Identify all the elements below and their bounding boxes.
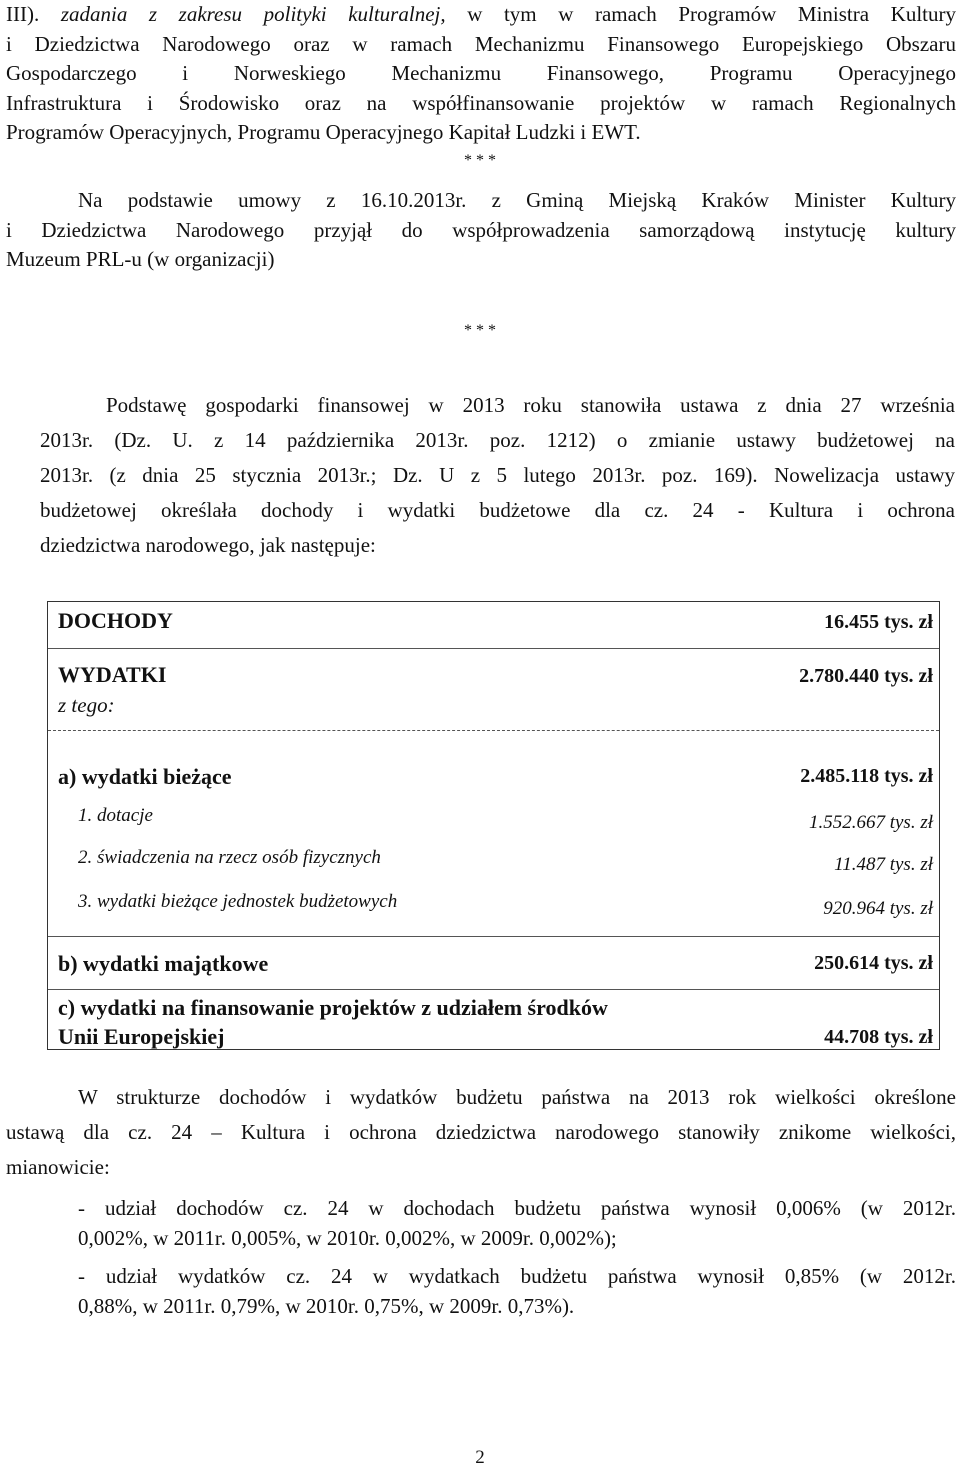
agreement-paragraph — [6, 186, 956, 275]
eu-expenses-value: 44.708 tys. zł — [824, 1026, 933, 1048]
eu-expenses-label-2: Unii Europejskiej — [58, 1024, 225, 1049]
expenses-label: WYDATKI — [58, 662, 167, 687]
basis-line-1: Podstawę gospodarki finansowej w 2013 roku stanowiła ustawa z dnia 27 września — [106, 393, 955, 417]
item-dotacje-label: 1. dotacje — [78, 805, 153, 826]
row-divider — [48, 648, 939, 649]
bullet-2-line-1: - udział wydatków cz. 24 w wydatkach budżetu państwa wynosił 0,85% (w 2012r. — [78, 1264, 956, 1288]
capital-expenses-value: 250.614 tys. zł — [814, 952, 933, 974]
income-value: 16.455 tys. zł — [824, 611, 933, 633]
basis-line-2: 2013r. (Dz. U. z 14 października 2013r. poz. 1212) o zmianie ustawy budżetowej na — [40, 428, 955, 452]
basis-line-4: budżetowej określała dochody i wydatki budżetowe dla cz. 24 - Kultura i ochrona — [40, 498, 955, 522]
separator-stars: * * * — [464, 152, 496, 169]
agreement-line-1: Na podstawie umowy z 16.10.2013r. z Gminą Miejską Kraków Minister Kultury — [78, 188, 956, 212]
intro-paragraph — [6, 0, 956, 148]
agreement-line-3: Muzeum PRL-u (w organizacji) — [6, 247, 275, 271]
bullet-1-line-2: 0,002%, w 2011r. 0,005%, w 2010r. 0,002%, w 2009r. 0,002%); — [78, 1225, 617, 1250]
bullet-1-line-1: - udział dochodów cz. 24 w dochodach budżetu państwa wynosił 0,006% (w 2012r. — [78, 1196, 956, 1220]
row-divider — [48, 936, 939, 937]
item-units-label: 3. wydatki bieżące jednostek budżetowych — [78, 891, 398, 912]
expenses-sub: z tego: — [58, 693, 115, 717]
basis-line-3: 2013r. (z dnia 25 stycznia 2013r.; Dz. U z 5 lutego 2013r. poz. 169). Nowelizacja ustawy — [40, 463, 955, 487]
bullet-2-line-2: 0,88%, w 2011r. 0,79%, w 2010r. 0,75%, w 2009r. 0,73%). — [78, 1293, 575, 1318]
intro-line-3: Gospodarczego i Norweskiego Mechanizmu Finansowego, Programu Operacyjnego — [6, 61, 956, 85]
current-expenses-value: 2.485.118 tys. zł — [800, 765, 933, 787]
budget-table — [47, 601, 940, 1050]
page-number: 2 — [475, 1447, 485, 1468]
intro-line-4: Infrastruktura i Środowisko oraz na współfinansowanie projektów w ramach Regionalnych — [6, 90, 956, 115]
intro-line-2: i Dziedzictwa Narodowego oraz w ramach Mechanizmu Finansowego Europejskiego Obszaru — [6, 31, 956, 56]
basis-paragraph — [40, 388, 955, 563]
eu-expenses-label-1: c) wydatki na finansowanie projektów z udziałem środków — [58, 995, 608, 1020]
separator-stars: * * * — [464, 322, 496, 339]
current-expenses-label: a) wydatki bieżące — [58, 764, 232, 789]
structure-paragraph — [6, 1080, 956, 1185]
intro-line-5: Programów Operacyjnych, Programu Operacyjnego Kapitał Ludzki i EWT. — [6, 120, 641, 144]
income-label: DOCHODY — [58, 608, 173, 633]
item-dotacje-value: 1.552.667 tys. zł — [808, 812, 933, 833]
item-benefits-label: 2. świadczenia na rzecz osób fizycznych — [78, 847, 381, 868]
item-benefits-value: 11.487 tys. zł — [834, 854, 933, 875]
capital-expenses-label: b) wydatki majątkowe — [58, 951, 269, 976]
agreement-line-2: i Dziedzictwa Narodowego przyjął do współprowadzenia samorządową instytucję kultury — [6, 217, 956, 242]
item-units-value: 920.964 tys. zł — [823, 898, 933, 919]
intro-line-1: III). zadania z zakresu polityki kulturalnej, w tym w ramach Programów Ministra Kultury — [6, 2, 956, 26]
basis-line-5: dziedzictwa narodowego, jak następuje: — [40, 533, 376, 557]
bullet-expenses-share — [78, 1262, 956, 1321]
structure-line-3: mianowicie: — [6, 1155, 110, 1179]
dashed-divider — [48, 730, 939, 731]
bullet-income-share — [78, 1194, 956, 1253]
row-divider — [48, 989, 939, 990]
structure-line-2: ustawą dla cz. 24 – Kultura i ochrona dziedzictwa narodowego stanowiły znikome wielkości, — [6, 1120, 956, 1144]
structure-line-1: W strukturze dochodów i wydatków budżetu państwa na 2013 rok wielkości określone — [78, 1085, 956, 1109]
expenses-value: 2.780.440 tys. zł — [799, 665, 933, 687]
